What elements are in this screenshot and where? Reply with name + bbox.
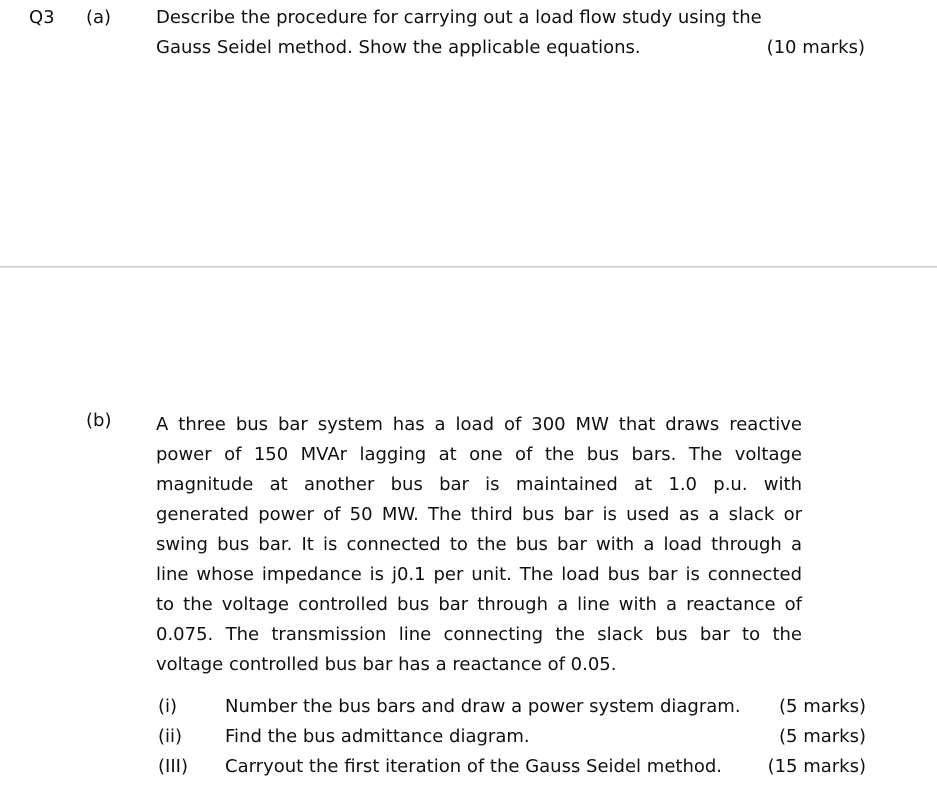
page-divider <box>0 266 937 268</box>
subpart-ii <box>156 726 866 756</box>
part-a-marks: (10 marks) <box>766 37 865 58</box>
part-a-text-line: Gauss Seidel method. Show the applicable equations. <box>156 37 641 58</box>
part-b-text-line: voltage controlled bus bar has a reactance of 0.05. <box>156 654 617 675</box>
part-b-label: (b) <box>86 410 112 431</box>
part-b-text-line: swing bus bar. It is connected to the bus bar with a load through a <box>156 534 802 555</box>
subpart-marks: (15 marks) <box>767 756 866 777</box>
subpart-text: Number the bus bars and draw a power system diagram. <box>225 696 741 717</box>
part-b-text-line: to the voltage controlled bus bar through a line with a reactance of <box>156 594 802 615</box>
subpart-label: (III) <box>158 756 188 777</box>
part-b-text-line: generated power of 50 MW. The third bus bar is used as a slack or <box>156 504 802 525</box>
subpart-label: (i) <box>158 696 178 717</box>
part-b-text-line: power of 150 MVAr lagging at one of the bus bars. The voltage <box>156 444 802 465</box>
part-a-text-line: Describe the procedure for carrying out a load flow study using the <box>156 7 762 28</box>
question-number: Q3 <box>29 7 55 28</box>
subpart-text: Find the bus admittance diagram. <box>225 726 530 747</box>
part-b-text-line: 0.075. The transmission line connecting the slack bus bar to the <box>156 624 802 645</box>
subpart-iii <box>156 756 866 786</box>
subpart-label: (ii) <box>158 726 183 747</box>
part-b-text-line: line whose impedance is j0.1 per unit. The load bus bar is connected <box>156 564 802 585</box>
subpart-text: Carryout the first iteration of the Gauss Seidel method. <box>225 756 723 777</box>
part-b-text-line: A three bus bar system has a load of 300 MW that draws reactive <box>156 414 802 435</box>
subpart-marks: (5 marks) <box>779 696 866 717</box>
subpart-marks: (5 marks) <box>779 726 866 747</box>
part-a-label: (a) <box>86 7 112 28</box>
subpart-i <box>156 696 866 726</box>
part-b-paragraph <box>156 410 802 680</box>
part-b-text-line: magnitude at another bus bar is maintained at 1.0 p.u. with <box>156 474 802 495</box>
